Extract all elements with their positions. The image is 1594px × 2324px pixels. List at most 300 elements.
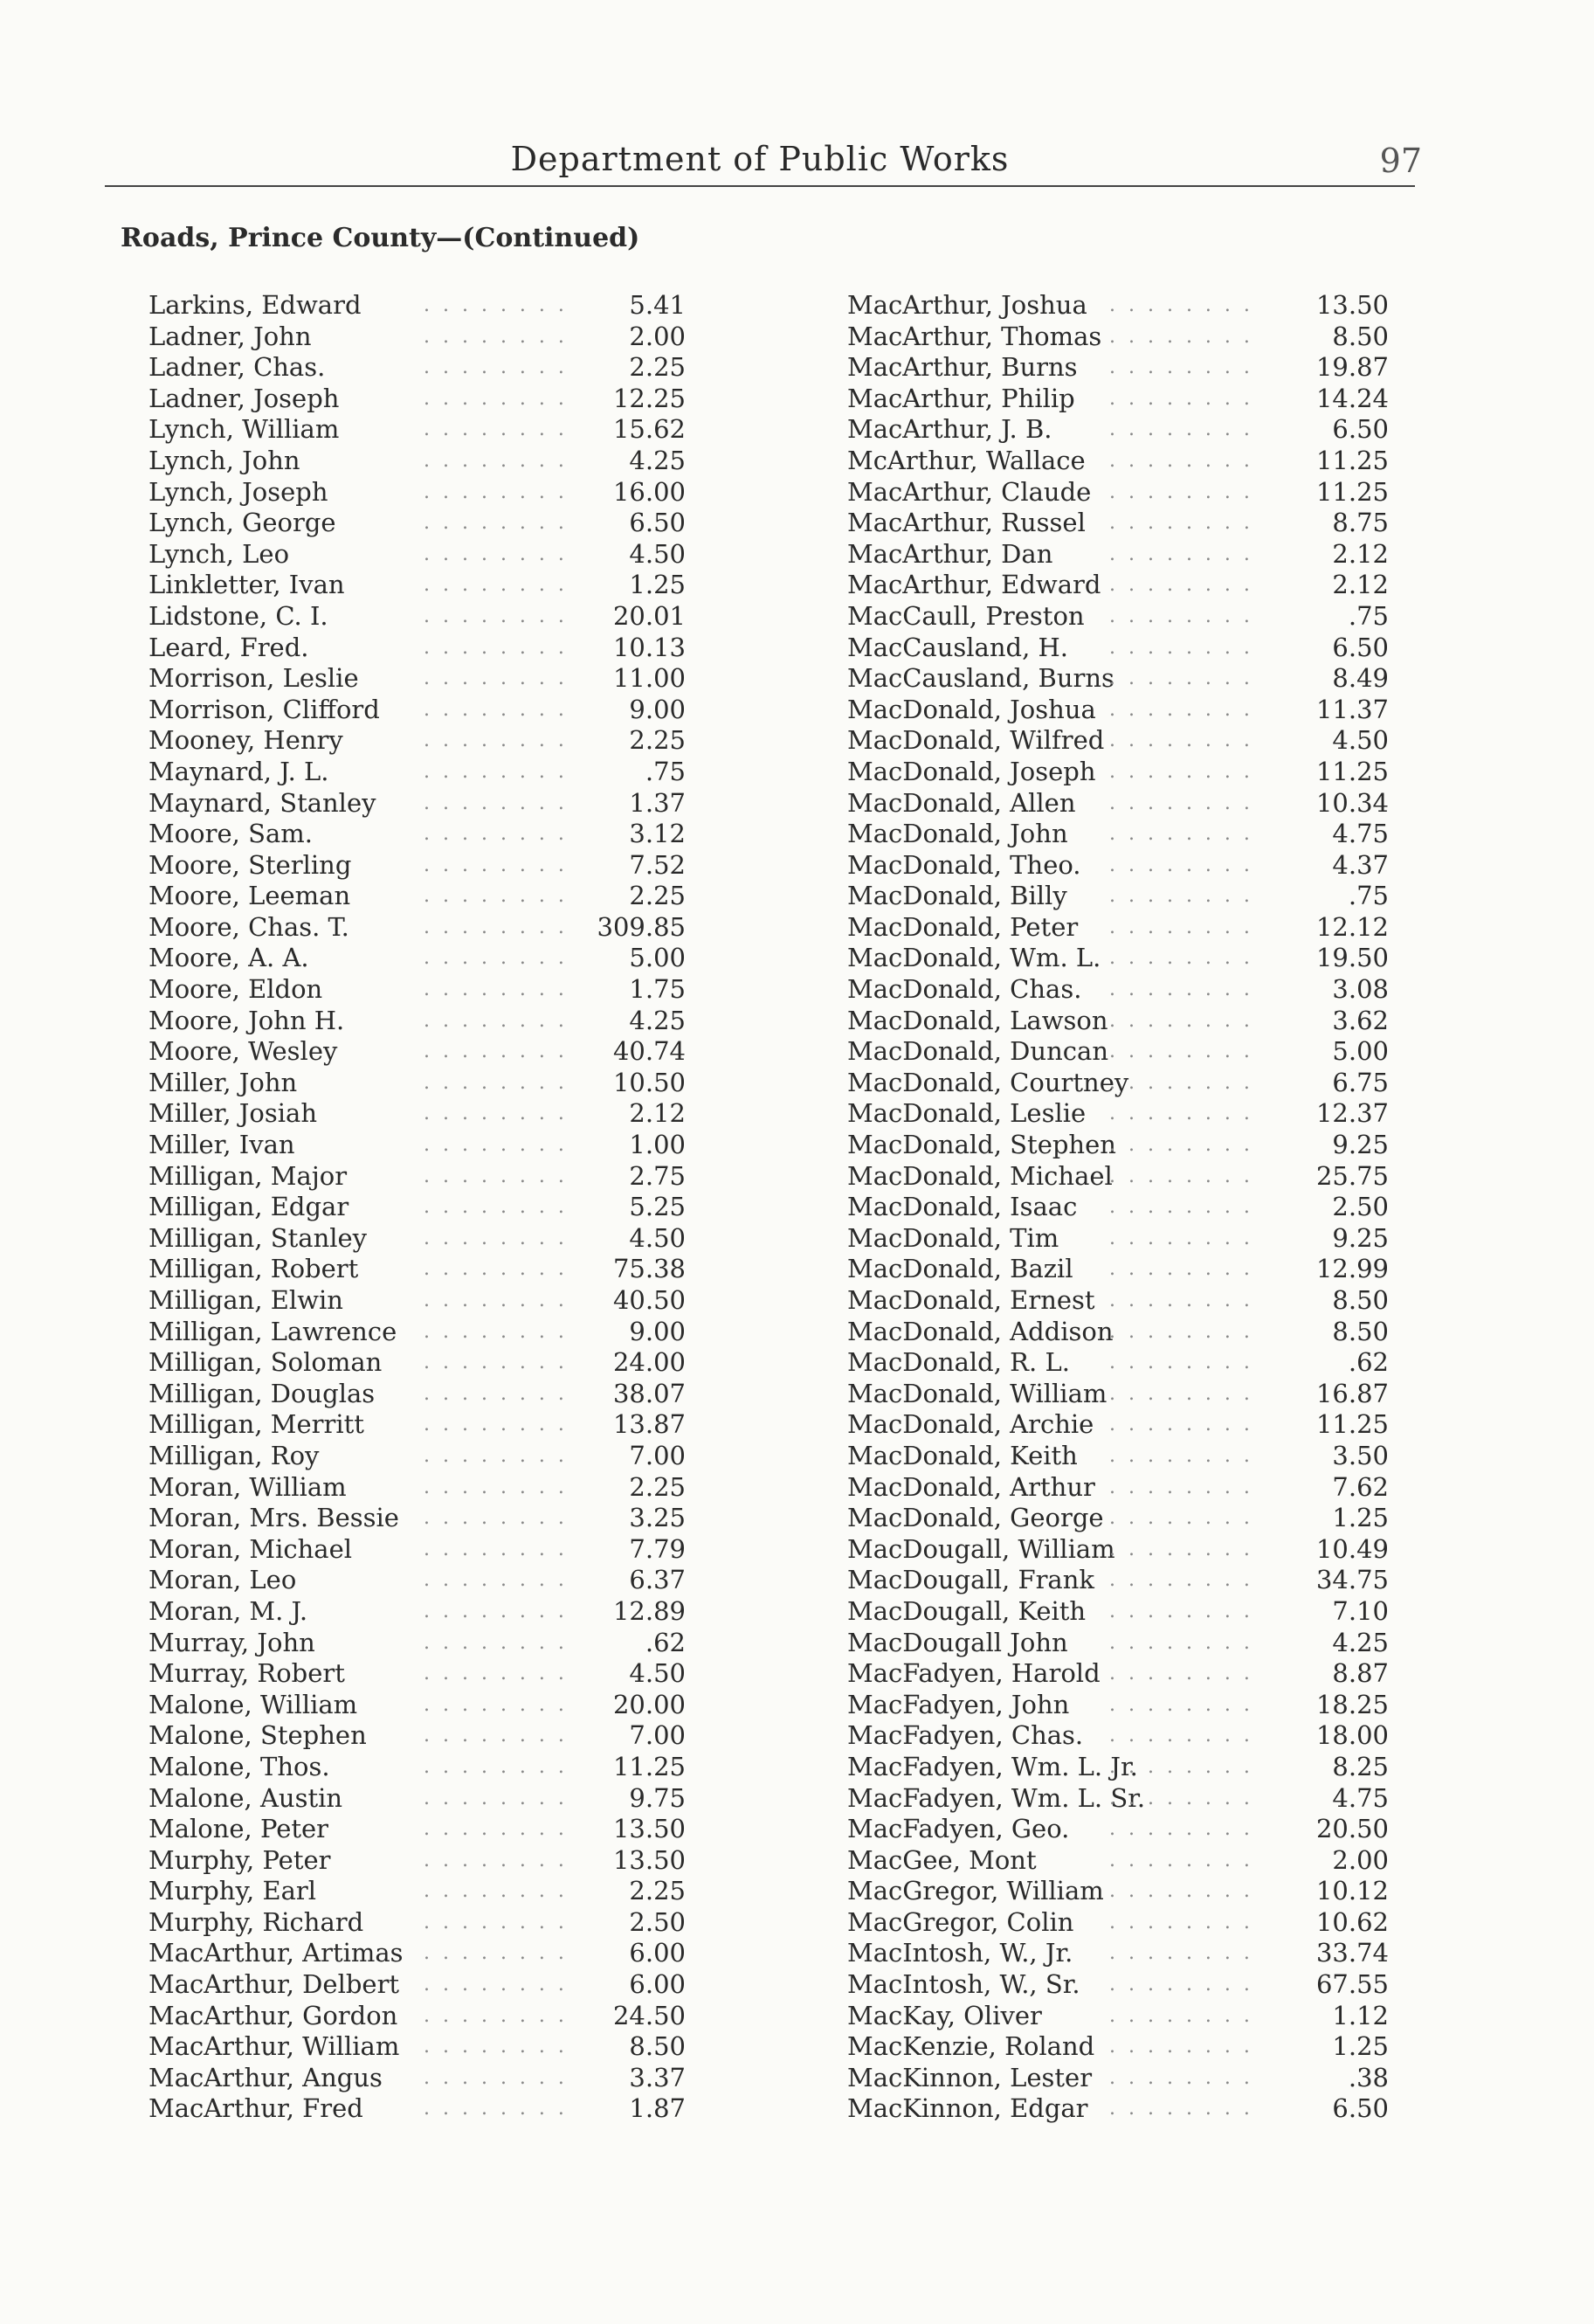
entry-amount: 15.62 (612, 414, 686, 445)
dot-leader: . . . . . . . . (424, 1755, 568, 1778)
entry-name: MacDonald, Duncan (847, 1036, 1108, 1067)
dot-leader: . . . . . . . . (424, 2066, 568, 2089)
dot-leader: . . . . . . . . (1109, 636, 1253, 659)
list-item (148, 477, 686, 508)
dot-leader: . . . . . . . . (1109, 1352, 1253, 1374)
entry-name: MacDonald, Allen (847, 787, 1076, 818)
dot-leader: . . . . . . . . (424, 698, 568, 721)
entry-amount: 2.25 (629, 1876, 686, 1906)
list-item (148, 1783, 686, 1815)
entry-name: MacDonald, John (847, 819, 1068, 849)
page-number: 97 (1379, 142, 1422, 180)
entry-amount: 2.12 (629, 1098, 686, 1129)
entry-name: Milligan, Robert (148, 1254, 359, 1284)
list-item (148, 1006, 686, 1037)
dot-leader: . . . . . . . . (1109, 1849, 1253, 1871)
list-item (847, 1006, 1389, 1037)
entry-name: Lynch, George (148, 508, 336, 538)
entry-name: MacFadyen, Wm. L. Sr. (847, 1782, 1146, 1813)
entry-amount: 12.12 (1315, 911, 1389, 942)
page-header (105, 140, 1422, 189)
list-item (148, 1379, 686, 1410)
entry-name: MacFadyen, Harold (847, 1658, 1101, 1689)
dot-leader: . . . . . . . . (1109, 2066, 1253, 2089)
dot-leader: . . . . . . . . (1109, 792, 1253, 814)
entry-amount: 12.25 (612, 383, 686, 413)
dot-leader: . . . . . . . . (1109, 1227, 1253, 1249)
entry-amount: 9.00 (629, 694, 686, 724)
dot-leader: . . . . . . . . (424, 449, 568, 472)
list-item (148, 850, 686, 882)
entry-name: Murphy, Earl (148, 1876, 317, 1906)
dot-leader: . . . . . . . . (424, 1103, 568, 1125)
entry-amount: 7.79 (629, 1533, 686, 1564)
entry-amount: 12.99 (1315, 1254, 1389, 1284)
dot-leader: . . . . . . . . (424, 574, 568, 597)
entry-amount: 4.25 (629, 445, 686, 475)
entry-amount: 13.50 (612, 1844, 686, 1875)
list-item (847, 1658, 1389, 1690)
entry-name: Maynard, Stanley (148, 787, 376, 818)
dot-leader: . . . . . . . . (1109, 2036, 1253, 2058)
dot-leader: . . . . . . . . (1109, 1414, 1253, 1436)
dot-leader: . . . . . . . . (424, 1320, 568, 1343)
list-item (148, 1192, 686, 1223)
dot-leader: . . . . . . . . (1109, 1880, 1253, 1903)
entry-amount: 2.25 (629, 1471, 686, 1502)
list-item (847, 1783, 1389, 1815)
entry-amount: 13.50 (612, 1814, 686, 1844)
entry-name: MacArthur, Fred (148, 2093, 363, 2124)
list-item (847, 352, 1389, 384)
list-item (847, 508, 1389, 539)
entry-amount: 7.00 (629, 1440, 686, 1470)
entry-name: MacArthur, Russel (847, 508, 1086, 538)
list-item (847, 1409, 1389, 1441)
right-column (847, 290, 1389, 2125)
dot-leader: . . . . . . . . (1109, 1258, 1253, 1281)
entry-amount: 3.37 (629, 2062, 686, 2092)
entry-name: MacArthur, Gordon (148, 2000, 398, 2030)
list-item (148, 943, 686, 974)
list-item (847, 1845, 1389, 1877)
entry-name: MacGregor, Colin (847, 1906, 1074, 1937)
list-item (148, 1628, 686, 1659)
list-item (847, 1068, 1389, 1099)
entry-amount: 4.50 (629, 538, 686, 569)
dot-leader: . . . . . . . . (424, 1009, 568, 1032)
list-item (847, 2001, 1389, 2032)
entry-name: MacDonald, Isaac (847, 1192, 1078, 1222)
dot-leader: . . . . . . . . (1109, 760, 1253, 783)
entry-amount: 11.25 (1315, 756, 1389, 786)
entry-amount: 4.75 (1332, 1782, 1389, 1813)
entry-name: Moran, Mrs. Bessie (148, 1503, 399, 1533)
entry-name: MacArthur, Burns (847, 352, 1078, 383)
entry-amount: 18.00 (1315, 1720, 1389, 1751)
entry-name: Milligan, Elwin (148, 1285, 343, 1315)
entry-amount: .75 (1348, 881, 1389, 911)
list-item (847, 1317, 1389, 1348)
list-item (148, 601, 686, 633)
list-item (847, 1720, 1389, 1752)
entry-name: Lynch, John (148, 445, 300, 475)
entry-name: Lidstone, C. I. (148, 600, 328, 631)
entry-name: Moore, A. A. (148, 943, 309, 973)
entry-amount: 9.00 (629, 1316, 686, 1346)
entry-amount: 1.00 (629, 1130, 686, 1160)
entry-name: Moore, Sam. (148, 819, 313, 849)
entry-amount: 2.75 (629, 1160, 686, 1191)
entry-name: Murphy, Peter (148, 1844, 331, 1875)
list-item (847, 1534, 1389, 1566)
list-item (148, 1534, 686, 1566)
entry-name: MacArthur, J. B. (847, 414, 1052, 445)
dot-leader: . . . . . . . . (424, 730, 568, 752)
list-item (847, 974, 1389, 1006)
list-item (148, 352, 686, 384)
entry-name: Linkletter, Ivan (148, 570, 345, 600)
entry-amount: 8.50 (1332, 1285, 1389, 1315)
dot-leader: . . . . . . . . (424, 667, 568, 690)
entry-amount: 3.25 (629, 1503, 686, 1533)
entry-name: Moore, Sterling (148, 849, 352, 880)
entry-amount: 14.24 (1315, 383, 1389, 413)
entry-amount: 16.87 (1315, 1378, 1389, 1408)
entry-amount: 10.49 (1315, 1533, 1389, 1564)
entry-name: MacArthur, Joshua (847, 290, 1087, 320)
entry-name: Moran, Leo (148, 1565, 297, 1595)
dot-leader: . . . . . . . . (424, 1414, 568, 1436)
dot-leader: . . . . . . . . (1109, 1290, 1253, 1311)
entry-amount: 2.25 (629, 352, 686, 383)
entry-name: MacDonald, Tim (847, 1222, 1059, 1253)
list-item (847, 2063, 1389, 2094)
entry-name: MacDonald, George (847, 1503, 1104, 1533)
entry-amount: 8.50 (1332, 1316, 1389, 1346)
dot-leader: . . . . . . . . (424, 481, 568, 503)
dot-leader: . . . . . . . . (424, 1725, 568, 1747)
entry-amount: 5.41 (629, 290, 686, 320)
entry-amount: 3.08 (1332, 974, 1389, 1005)
dot-leader: . . . . . . . . (424, 1569, 568, 1592)
dot-leader: . . . . . . . . (424, 1538, 568, 1560)
list-item (148, 1036, 686, 1068)
list-item (847, 1036, 1389, 1068)
entry-name: MacGregor, William (847, 1876, 1104, 1906)
dot-leader: . . . . . . . . (424, 2036, 568, 2058)
dot-leader: . . . . . . . . (424, 1693, 568, 1716)
entry-name: MacDonald, Stephen (847, 1130, 1116, 1160)
entry-name: Lynch, Joseph (148, 476, 328, 507)
entry-amount: 2.12 (1332, 538, 1389, 569)
list-item (847, 2031, 1389, 2063)
entry-name: MacFadyen, John (847, 1689, 1070, 1719)
entry-name: Malone, Stephen (148, 1720, 367, 1751)
dot-leader: . . . . . . . . (424, 1818, 568, 1841)
entry-amount: 10.50 (612, 1067, 686, 1097)
list-item (148, 1938, 686, 1969)
entry-name: MacArthur, Claude (847, 476, 1092, 507)
dot-leader: . . . . . . . . (1109, 916, 1253, 938)
entry-amount: 3.50 (1332, 1440, 1389, 1470)
entry-amount: 2.50 (629, 1906, 686, 1937)
entry-amount: 6.50 (1332, 2093, 1389, 2124)
dot-leader: . . . . . . . . (1109, 1196, 1253, 1219)
entry-name: MacDonald, Joseph (847, 756, 1096, 786)
entry-name: Milligan, Major (148, 1160, 348, 1191)
entry-amount: 4.50 (1332, 725, 1389, 756)
entry-name: Milligan, Merritt (148, 1409, 364, 1440)
entry-amount: 8.87 (1332, 1658, 1389, 1689)
dot-leader: . . . . . . . . (424, 356, 568, 379)
list-item (847, 570, 1389, 601)
list-item (148, 1068, 686, 1099)
dot-leader: . . . . . . . . (1109, 1631, 1253, 1654)
dot-leader: . . . . . . . . (424, 885, 568, 908)
entry-name: Murphy, Richard (148, 1906, 364, 1937)
dot-leader: . . . . . . . . (424, 1290, 568, 1311)
entry-name: MacDonald, Peter (847, 911, 1079, 942)
list-item (847, 1690, 1389, 1721)
entry-name: Milligan, Stanley (148, 1222, 368, 1253)
entry-name: MacDonald, Leslie (847, 1098, 1087, 1129)
dot-leader: . . . . . . . . (1109, 1165, 1253, 1187)
entry-name: MacDonald, Theo. (847, 849, 1081, 880)
entry-name: MacDonald, Joshua (847, 694, 1096, 724)
entry-name: McArthur, Wallace (847, 445, 1086, 475)
list-item (148, 1565, 686, 1596)
list-item (847, 477, 1389, 508)
list-item (148, 881, 686, 912)
entry-name: Morrison, Leslie (148, 663, 359, 694)
header-rule (105, 185, 1415, 187)
entry-amount: 2.00 (1332, 1844, 1389, 1875)
list-item (148, 508, 686, 539)
entry-amount: .75 (645, 756, 686, 786)
list-item (148, 290, 686, 322)
entry-amount: 10.13 (612, 632, 686, 662)
entry-amount: 2.25 (629, 881, 686, 911)
entry-name: Lynch, William (148, 414, 340, 445)
entry-amount: 8.49 (1332, 663, 1389, 694)
section-title: Roads, Prince County—(Continued) (121, 223, 640, 253)
list-item (847, 1285, 1389, 1317)
list-item (847, 539, 1389, 571)
entry-amount: 6.00 (629, 1969, 686, 2000)
dot-leader: . . . . . . . . (1109, 1538, 1253, 1560)
entry-name: Mooney, Henry (148, 725, 343, 756)
entry-name: Milligan, Edgar (148, 1192, 349, 1222)
entry-name: MacDonald, Archie (847, 1409, 1094, 1440)
dot-leader: . . . . . . . . (1109, 543, 1253, 565)
list-item (148, 1223, 686, 1255)
entry-amount: 1.37 (629, 787, 686, 818)
dot-leader: . . . . . . . . (1109, 1787, 1253, 1809)
entry-amount: 1.75 (629, 974, 686, 1005)
entry-name: MacDonald, Wm. L. (847, 943, 1101, 973)
list-item (148, 1317, 686, 1348)
dot-leader: . . . . . . . . (424, 605, 568, 627)
dot-leader: . . . . . . . . (424, 1352, 568, 1374)
list-item (148, 663, 686, 695)
dot-leader: . . . . . . . . (424, 1880, 568, 1903)
entry-amount: 1.25 (1332, 2031, 1389, 2062)
entry-name: MacDonald, Ernest (847, 1285, 1095, 1315)
entry-name: Ladner, Chas. (148, 352, 326, 383)
entry-name: MacIntosh, W., Jr. (847, 1938, 1073, 1968)
entry-amount: 6.50 (629, 508, 686, 538)
dot-leader: . . . . . . . . (1109, 2098, 1253, 2120)
list-item (148, 384, 686, 415)
entry-amount: 11.25 (1315, 445, 1389, 475)
entry-amount: 40.74 (612, 1036, 686, 1067)
dot-leader: . . . . . . . . (424, 1258, 568, 1281)
entry-name: Moore, Eldon (148, 974, 323, 1005)
entry-name: MacArthur, Artimas (148, 1938, 404, 1968)
dot-leader: . . . . . . . . (1109, 1569, 1253, 1592)
list-item (148, 1347, 686, 1379)
list-item (148, 1409, 686, 1441)
dot-leader: . . . . . . . . (1109, 1663, 1253, 1685)
dot-leader: . . . . . . . . (1109, 947, 1253, 970)
list-item (847, 1814, 1389, 1845)
entry-amount: 6.50 (1332, 632, 1389, 662)
entry-name: MacDonald, Courtney (847, 1067, 1129, 1097)
entry-name: Murray, Robert (148, 1658, 345, 1689)
entry-name: Malone, Austin (148, 1782, 343, 1813)
entry-name: Malone, William (148, 1689, 358, 1719)
entry-amount: 6.75 (1332, 1067, 1389, 1097)
entry-name: Milligan, Roy (148, 1440, 320, 1470)
entry-name: MacArthur, Edward (847, 570, 1101, 600)
list-item (148, 725, 686, 757)
entry-name: Ladner, Joseph (148, 383, 340, 413)
entry-amount: 20.01 (612, 600, 686, 631)
entry-name: MacArthur, Philip (847, 383, 1075, 413)
entry-name: Moore, Chas. T. (148, 911, 349, 942)
list-item (847, 1254, 1389, 1285)
entry-name: MacArthur, Thomas (847, 321, 1102, 351)
dot-leader: . . . . . . . . (424, 1787, 568, 1809)
list-item (148, 1254, 686, 1285)
dot-leader: . . . . . . . . (1109, 449, 1253, 472)
list-item (847, 1907, 1389, 1939)
entry-name: MacDonald, Chas. (847, 974, 1082, 1005)
list-item (148, 1752, 686, 1783)
left-column (148, 290, 686, 2125)
dot-leader: . . . . . . . . (424, 1849, 568, 1871)
entry-name: MacGee, Mont (847, 1844, 1037, 1875)
entry-name: MacKinnon, Lester (847, 2062, 1093, 2092)
list-item (148, 414, 686, 446)
dot-leader: . . . . . . . . (1109, 1071, 1253, 1094)
entry-name: MacDonald, Michael (847, 1160, 1113, 1191)
entry-name: Moore, John H. (148, 1005, 345, 1035)
dot-leader: . . . . . . . . (424, 1663, 568, 1685)
dot-leader: . . . . . . . . (424, 1382, 568, 1405)
entry-amount: 6.00 (629, 1938, 686, 1968)
dot-leader: . . . . . . . . (1109, 1942, 1253, 1965)
entry-amount: 1.12 (1332, 2000, 1389, 2030)
list-item (847, 912, 1389, 944)
entry-amount: 2.25 (629, 725, 686, 756)
entry-amount: 7.62 (1332, 1471, 1389, 1502)
entry-amount: 20.00 (612, 1689, 686, 1719)
entry-amount: 4.75 (1332, 819, 1389, 849)
entry-name: Lynch, Leo (148, 538, 290, 569)
list-item (847, 725, 1389, 757)
dot-leader: . . . . . . . . (424, 1631, 568, 1654)
list-item (148, 974, 686, 1006)
entry-name: MacCausland, Burns (847, 663, 1114, 694)
list-item (847, 322, 1389, 353)
list-item (148, 788, 686, 820)
list-item (847, 663, 1389, 695)
dot-leader: . . . . . . . . (1109, 1693, 1253, 1716)
list-item (148, 1441, 686, 1472)
entry-amount: 16.00 (612, 476, 686, 507)
entry-amount: 20.50 (1315, 1814, 1389, 1844)
dot-leader: . . . . . . . . (424, 1227, 568, 1249)
entry-name: MacFadyen, Wm. L. Jr. (847, 1751, 1138, 1781)
entry-name: MacFadyen, Chas. (847, 1720, 1084, 1751)
list-item (847, 1503, 1389, 1534)
entry-amount: 38.07 (612, 1378, 686, 1408)
dot-leader: . . . . . . . . (1109, 1382, 1253, 1405)
dot-leader: . . . . . . . . (424, 2098, 568, 2120)
entry-name: Malone, Thos. (148, 1751, 330, 1781)
entry-name: Maynard, J. L. (148, 756, 329, 786)
dot-leader: . . . . . . . . (424, 1041, 568, 1063)
list-item (148, 1596, 686, 1628)
dot-leader: . . . . . . . . (1109, 605, 1253, 627)
dot-leader: . . . . . . . . (424, 1165, 568, 1187)
entry-amount: 6.50 (1332, 414, 1389, 445)
entry-name: Milligan, Soloman (148, 1347, 383, 1378)
entry-name: MacKenzie, Roland (847, 2031, 1095, 2062)
dot-leader: . . . . . . . . (1109, 1911, 1253, 1933)
dot-leader: . . . . . . . . (424, 823, 568, 846)
entry-amount: 9.25 (1332, 1130, 1389, 1160)
list-item (148, 1130, 686, 1161)
entry-name: MacCaull, Preston (847, 600, 1085, 631)
list-item (148, 1907, 686, 1939)
dot-leader: . . . . . . . . (1109, 2004, 1253, 2027)
list-item (847, 2093, 1389, 2125)
entry-amount: 9.25 (1332, 1222, 1389, 1253)
list-item (847, 695, 1389, 726)
entry-name: Milligan, Lawrence (148, 1316, 397, 1346)
entry-amount: .75 (1348, 600, 1389, 631)
entry-amount: 309.85 (597, 911, 686, 942)
dot-leader: . . . . . . . . (424, 294, 568, 316)
dot-leader: . . . . . . . . (424, 543, 568, 565)
entry-amount: 4.50 (629, 1222, 686, 1253)
list-item (847, 414, 1389, 446)
entry-amount: 2.12 (1332, 570, 1389, 600)
dot-leader: . . . . . . . . (1109, 1476, 1253, 1498)
entry-amount: 13.87 (612, 1409, 686, 1440)
list-item (847, 1969, 1389, 2001)
entry-amount: 11.37 (1315, 694, 1389, 724)
entry-name: MacDougall John (847, 1627, 1068, 1657)
list-item (148, 2001, 686, 2032)
entry-name: Moran, Michael (148, 1533, 353, 1564)
list-item (847, 850, 1389, 882)
dot-leader: . . . . . . . . (1109, 481, 1253, 503)
list-item (148, 2031, 686, 2063)
